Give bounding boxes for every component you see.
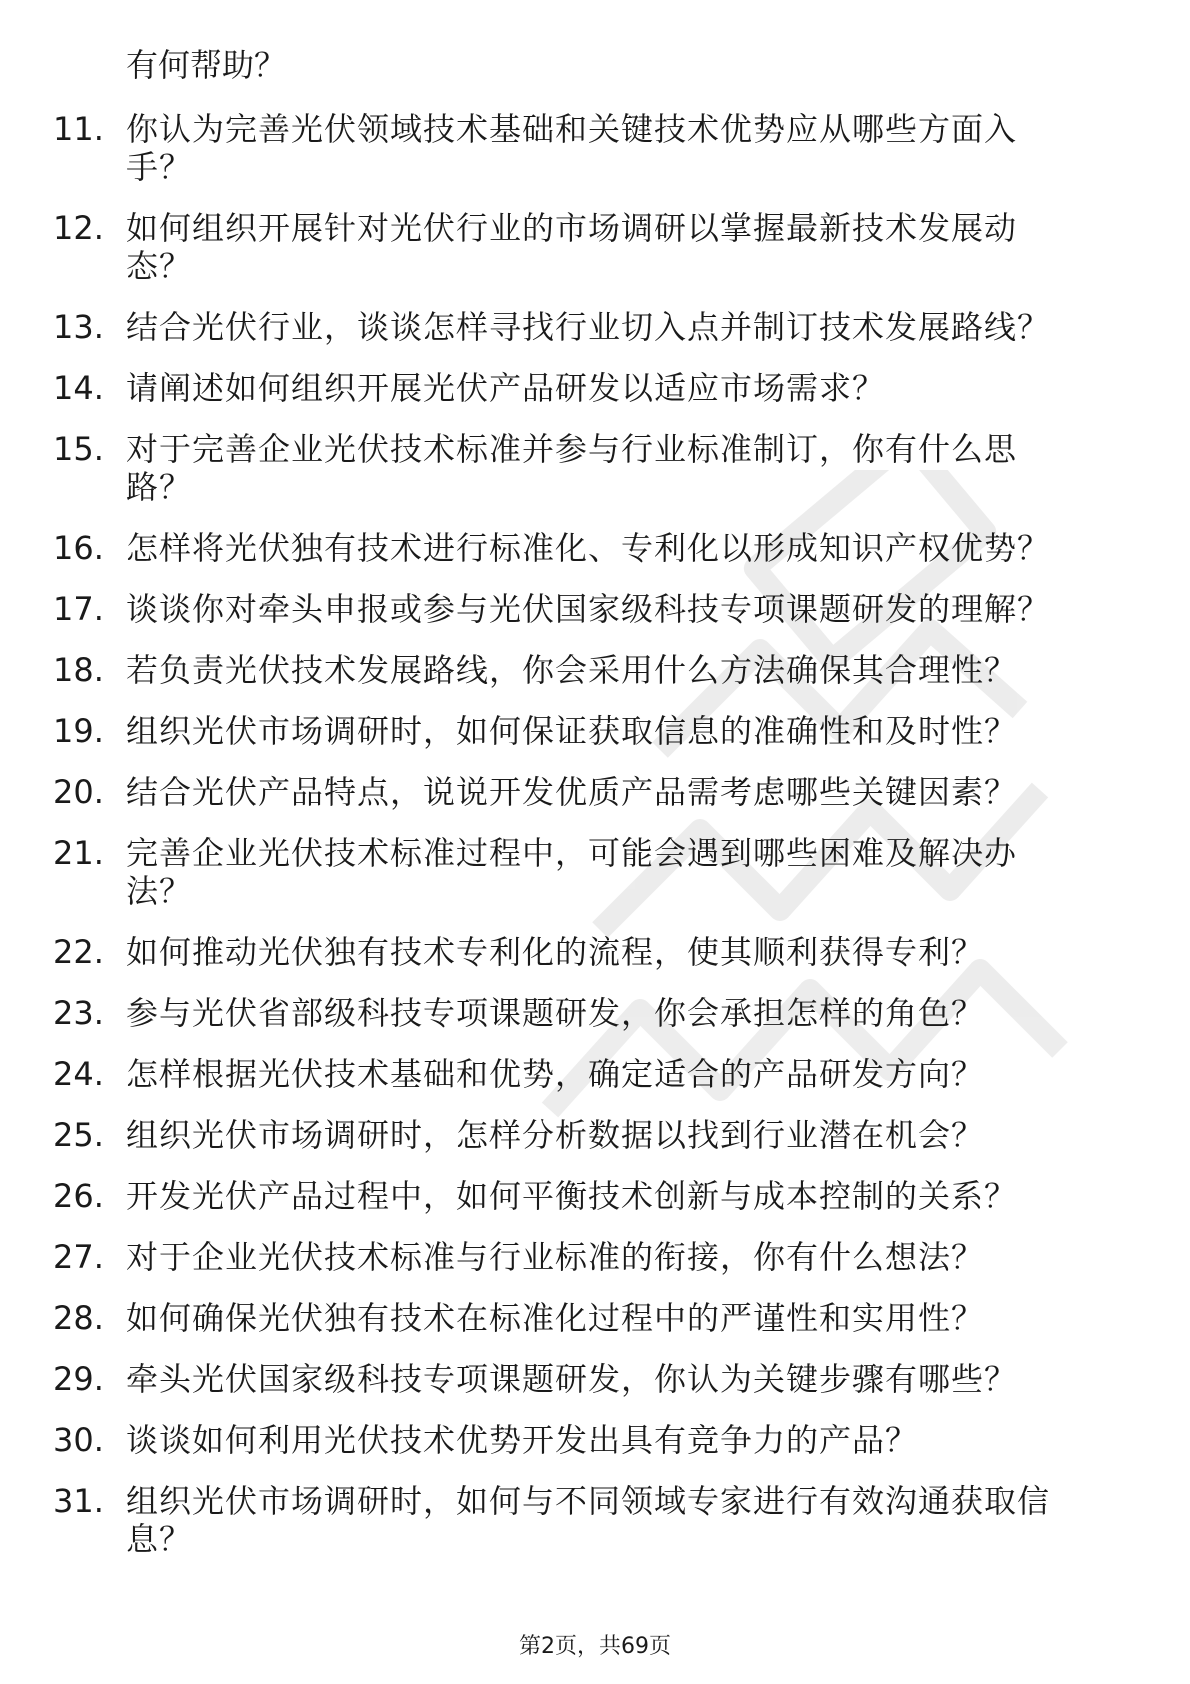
question-text: 请阐述如何组织开展光伏产品研发以适应市场需求？ xyxy=(126,369,886,407)
question-number: 16. xyxy=(53,529,104,567)
question-text: 谈谈你对牵头申报或参与光伏国家级科技专项课题研发的理解？ xyxy=(126,590,1051,628)
question-text: 怎样将光伏独有技术进行标准化、专利化以形成知识产权优势？ xyxy=(126,529,1051,567)
question-number: 26. xyxy=(53,1177,104,1215)
question-text: 若负责光伏技术发展路线，你会采用什么方法确保其合理性？ xyxy=(126,651,1018,689)
page-footer: 第2页，共69页 xyxy=(519,1634,671,1659)
question-text: 谈谈如何利用光伏技术优势开发出具有竞争力的产品？ xyxy=(126,1421,919,1459)
list-item xyxy=(0,369,1190,407)
list-item xyxy=(0,209,1190,285)
list-item xyxy=(0,1177,1190,1215)
question-number: 15. xyxy=(53,430,104,468)
question-number: 22. xyxy=(53,933,104,971)
question-text: 如何推动光伏独有技术专利化的流程，使其顺利获得专利？ xyxy=(126,933,985,971)
question-number: 11. xyxy=(53,110,104,148)
question-number: 27. xyxy=(53,1238,104,1276)
list-item xyxy=(0,1421,1190,1459)
question-number: 17. xyxy=(53,590,104,628)
question-number: 13. xyxy=(53,308,104,346)
question-text: 如何组织开展针对光伏行业的市场调研以掌握最新技术发展动 态？ xyxy=(126,209,1018,285)
question-text: 怎样根据光伏技术基础和优势，确定适合的产品研发方向？ xyxy=(126,1055,985,1093)
question-text: 对于完善企业光伏技术标准并参与行业标准制订，你有什么思 路？ xyxy=(126,430,1018,506)
question-text: 参与光伏省部级科技专项课题研发，你会承担怎样的角色？ xyxy=(126,994,985,1032)
list-item xyxy=(0,1299,1190,1337)
question-number: 18. xyxy=(53,651,104,689)
question-text: 完善企业光伏技术标准过程中，可能会遇到哪些困难及解决办 法？ xyxy=(126,834,1018,910)
question-text: 组织光伏市场调研时，如何与不同领域专家进行有效沟通获取信 息？ xyxy=(126,1482,1051,1558)
question-number: 28. xyxy=(53,1299,104,1337)
question-list xyxy=(0,46,1190,1581)
question-number: 20. xyxy=(53,773,104,811)
question-text: 你认为完善光伏领域技术基础和关键技术优势应从哪些方面入 手？ xyxy=(126,110,1018,186)
question-text: 结合光伏产品特点，说说开发优质产品需考虑哪些关键因素？ xyxy=(126,773,1018,811)
question-text: 结合光伏行业，谈谈怎样寻找行业切入点并制订技术发展路线？ xyxy=(126,308,1051,346)
question-number: 19. xyxy=(53,712,104,750)
question-number: 23. xyxy=(53,994,104,1032)
question-text: 如何确保光伏独有技术在标准化过程中的严谨性和实用性？ xyxy=(126,1299,985,1337)
question-text: 牵头光伏国家级科技专项课题研发，你认为关键步骤有哪些？ xyxy=(126,1360,1018,1398)
question-number: 31. xyxy=(53,1482,104,1520)
list-item xyxy=(0,1055,1190,1093)
list-item xyxy=(0,1116,1190,1154)
list-item xyxy=(0,430,1190,506)
list-item xyxy=(0,651,1190,689)
question-text: 开发光伏产品过程中，如何平衡技术创新与成本控制的关系？ xyxy=(126,1177,1018,1215)
list-item xyxy=(0,529,1190,567)
list-item xyxy=(0,110,1190,186)
list-item xyxy=(0,773,1190,811)
list-item xyxy=(0,308,1190,346)
question-number: 12. xyxy=(53,209,104,247)
question-number: 25. xyxy=(53,1116,104,1154)
question-number: 29. xyxy=(53,1360,104,1398)
question-number: 21. xyxy=(53,834,104,872)
question-number: 30. xyxy=(53,1421,104,1459)
list-item xyxy=(0,1238,1190,1276)
list-item xyxy=(0,933,1190,971)
continuation-line: 有何帮助？ xyxy=(126,46,287,84)
list-item xyxy=(0,994,1190,1032)
list-item xyxy=(0,834,1190,910)
list-item xyxy=(0,712,1190,750)
question-text: 对于企业光伏技术标准与行业标准的衔接，你有什么想法？ xyxy=(126,1238,985,1276)
question-text: 组织光伏市场调研时，如何保证获取信息的准确性和及时性？ xyxy=(126,712,1018,750)
question-number: 24. xyxy=(53,1055,104,1093)
list-item xyxy=(0,1360,1190,1398)
list-item xyxy=(0,590,1190,628)
list-item xyxy=(0,1482,1190,1558)
question-text: 组织光伏市场调研时，怎样分析数据以找到行业潜在机会？ xyxy=(126,1116,985,1154)
question-number: 14. xyxy=(53,369,104,407)
